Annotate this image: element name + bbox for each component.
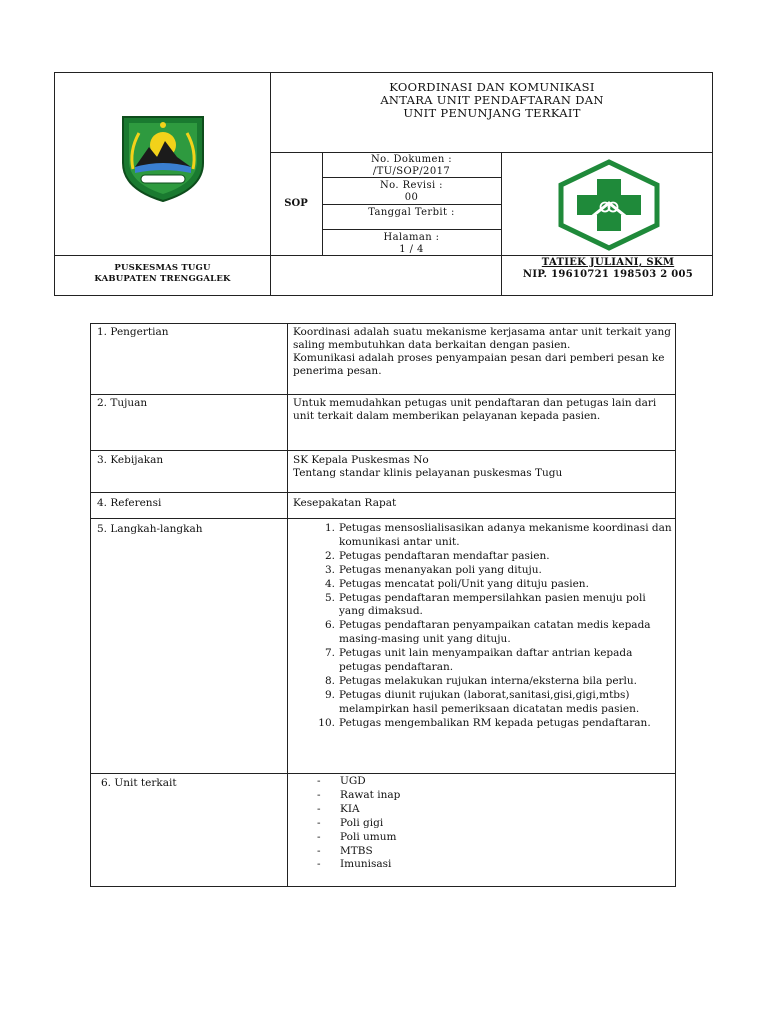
list-item: 5. Petugas pendaftaran mempersilahkan pasien menuju poli yang dimaksud. — [324, 591, 646, 618]
list-item: - UGD — [317, 775, 366, 787]
doc-number-value: /TU/SOP/2017 — [372, 165, 451, 177]
list-item: 7. Petugas unit lain menyampaikan daftar antrian kepada petugas pendaftaran. — [324, 647, 633, 674]
sop-header — [54, 72, 713, 296]
title-line: KOORDINASI DAN KOMUNIKASI — [389, 80, 595, 94]
signer-nip: NIP. 19610721 198503 2 005 — [522, 269, 694, 280]
divider — [91, 518, 676, 519]
divider — [91, 773, 676, 774]
paragraph: Komunikasi adalah proses penyampaian pesan dari pemberi pesan ke penerima pesan. — [293, 352, 665, 377]
regency-emblem-icon — [117, 111, 209, 203]
organization-name — [55, 263, 270, 285]
row-label-pengertian: 1. Pengertian — [97, 326, 169, 338]
list-item: - Poli umum — [317, 830, 397, 843]
divider — [322, 177, 501, 178]
list-item: 3. Petugas menanyakan poli yang dituju. — [324, 563, 542, 576]
list-item: - MTBS — [317, 844, 373, 857]
row-label-referensi: 4. Referensi — [97, 497, 162, 509]
paragraph: SK Kepala Puskesmas No — [293, 454, 429, 466]
unit-list — [313, 775, 613, 872]
puskesmas-cross-icon — [555, 159, 663, 251]
divider — [91, 394, 676, 395]
row-text-referensi: Kesepakatan Rapat — [293, 497, 397, 509]
row-label-kebijakan: 3. Kebijakan — [97, 454, 164, 466]
divider — [322, 204, 501, 205]
row-label-unit: 6. Unit terkait — [101, 777, 177, 789]
steps-list — [313, 522, 673, 731]
row-text-tujuan: Untuk memudahkan petugas unit pendaftaran dan petugas lain dari unit terkait dalam memberikan pelayanan kepada pasien. — [293, 397, 657, 422]
revision-value: 00 — [404, 191, 419, 203]
list-item: 8. Petugas melakukan rujukan interna/eksterna bila perlu. — [324, 674, 638, 687]
list-item: 6. Petugas pendaftaran penyampaikan catatan medis kepada masing-masing unit yang dituju. — [324, 619, 651, 646]
divider — [322, 229, 501, 230]
list-item: 10. Petugas mengembalikan RM kepada petugas pendaftaran. — [318, 716, 651, 729]
issue-date-cell — [322, 207, 501, 219]
divider — [91, 450, 676, 451]
divider — [270, 152, 713, 153]
page-cell — [322, 232, 501, 255]
divider — [55, 255, 713, 256]
signer-block — [502, 257, 714, 281]
divider — [91, 492, 676, 493]
list-item: 2. Petugas pendaftaran mendaftar pasien. — [324, 549, 550, 562]
list-item: - Rawat inap — [317, 788, 401, 801]
row-text-kebijakan — [293, 454, 671, 480]
page-value: 1 / 4 — [399, 243, 424, 255]
row-label-langkah: 5. Langkah-langkah — [97, 523, 203, 535]
list-item: 9. Petugas diunit rujukan (laborat,sanitasi,gisi,gigi,mtbs) melampirkan hasil pemeriksaan dicatatan medis pasien. — [324, 688, 640, 715]
revision-label: No. Revisi : — [380, 180, 443, 191]
paragraph: Tentang standar klinis pelayanan puskesmas Tugu — [293, 467, 563, 479]
sop-label: SOP — [284, 198, 308, 209]
row-text-pengertian — [293, 326, 671, 378]
page-label: Halaman : — [383, 232, 440, 243]
list-item: 1. Petugas mensoslialisasikan adanya mekanisme koordinasi dan komunikasi antar unit. — [324, 522, 672, 548]
revision-cell — [322, 180, 501, 203]
document-title — [270, 81, 714, 120]
row-label-tujuan: 2. Tujuan — [97, 397, 148, 409]
doc-number-label: No. Dokumen : — [370, 154, 453, 165]
sop-content-table — [90, 323, 676, 887]
org-line: PUSKESMAS TUGU — [114, 263, 211, 273]
title-line: ANTARA UNIT PENDAFTARAN DAN — [380, 93, 604, 107]
org-line: KABUPATEN TRENGGALEK — [94, 274, 231, 284]
list-item: - KIA — [317, 802, 360, 815]
doc-number-cell — [322, 154, 501, 177]
list-item: 4. Petugas mencatat poli/Unit yang dituju pasien. — [324, 577, 589, 590]
title-line: UNIT PENUNJANG TERKAIT — [403, 106, 581, 120]
divider — [287, 324, 288, 887]
list-item: - Poli gigi — [317, 816, 384, 829]
paragraph: Koordinasi adalah suatu mekanisme kerjasama antar unit terkait yang saling membutuhkan data berkaitan dengan pasien. — [293, 326, 671, 351]
issue-date-label: Tanggal Terbit : — [368, 207, 455, 218]
signer-name: TATIEK JULIANI, SKM — [541, 257, 675, 268]
list-item: - Imunisasi — [317, 858, 392, 871]
